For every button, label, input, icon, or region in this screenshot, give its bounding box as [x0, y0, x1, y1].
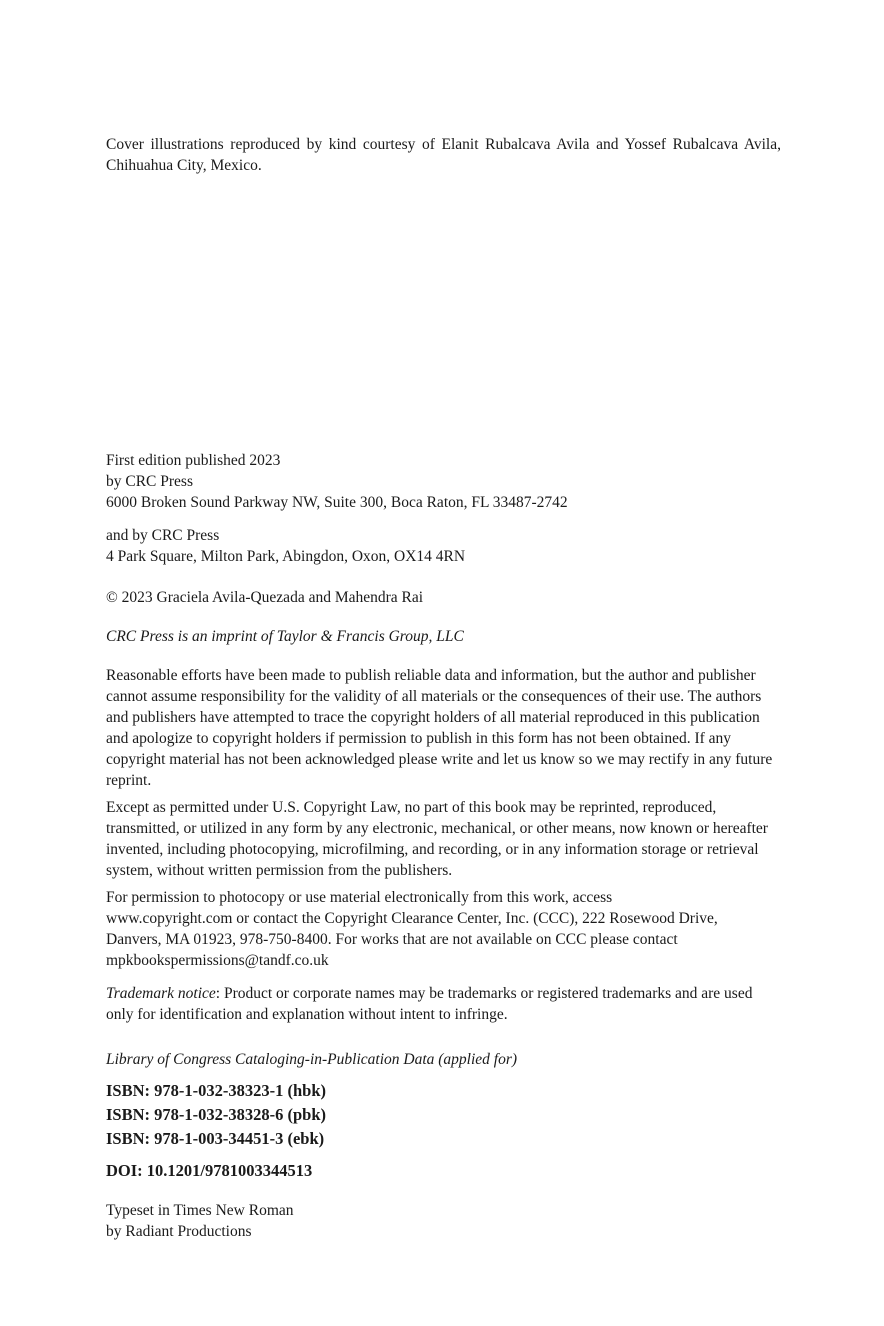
- trademark-notice: [106, 983, 781, 1025]
- permission-notice: [106, 887, 781, 971]
- publisher-address-1: 6000 Broken Sound Parkway NW, Suite 300, Boca Raton, FL 33487-2742: [106, 494, 568, 511]
- except-permitted-notice: Except as permitted under U.S. Copyright Law, no part of this book may be reprinted, reproduced, transmitted, or utilized in any form by any electronic, mechanical, or other means, now known or hereafter invented, including photocopying, microfilming, and recording, or in any information storage or retrieval system, without written permission from the publishers.: [106, 799, 768, 879]
- typeset-info: [106, 1200, 781, 1242]
- doi-line: DOI: 10.1201/9781003344513: [106, 1161, 313, 1180]
- publisher-line-1: by CRC Press: [106, 473, 193, 490]
- imprint-line: CRC Press is an imprint of Taylor & Francis Group, LLC: [106, 628, 464, 645]
- typeset-line-2: by Radiant Productions: [106, 1223, 252, 1240]
- isbn-ebk: ISBN: 978-1-003-34451-3 (ebk): [106, 1129, 325, 1148]
- isbn-list: [106, 1079, 781, 1151]
- cip-line: Library of Congress Cataloging-in-Publication Data (applied for): [106, 1051, 518, 1068]
- permission-line: For permission to photocopy or use material electronically from this work, access: [106, 889, 613, 906]
- cover-credit: Cover illustrations reproduced by kind courtesy of Elanit Rubalcava Avila and Yossef Rubalcava Avila, Chihuahua City, Mexico.: [106, 136, 781, 174]
- permission-line: www.copyright.com or contact the Copyright Clearance Center, Inc. (CCC), 222 Rosewood Drive,: [106, 910, 718, 927]
- permission-line: Danvers, MA 01923, 978-750-8400. For works that are not available on CCC please contact: [106, 931, 678, 948]
- reasonable-efforts-notice: Reasonable efforts have been made to publish reliable data and information, but the author and publisher cannot assume responsibility for the validity of all materials or the consequences of their use. The authors and publishers have attempted to trace the copyright holders of all material reproduced in this publication and apologize to copyright holders if permission to publish in this form has not been obtained. If any copyright material has not been acknowledged please write and let us know so we may rectify in any future reprint.: [106, 667, 773, 789]
- publisher-line-2: and by CRC Press: [106, 527, 220, 544]
- typeset-line-1: Typeset in Times New Roman: [106, 1202, 294, 1219]
- copyright-line: © 2023 Graciela Avila-Quezada and Mahendra Rai: [106, 589, 424, 606]
- trademark-text: : Product or corporate names may be trademarks or registered trademarks and are used only for identification and explanation without intent to infringe.: [106, 985, 753, 1023]
- permissions-email: mpkbookspermissions@tandf.co.uk: [106, 952, 329, 969]
- trademark-label: Trademark notice: [106, 985, 216, 1002]
- isbn-hbk: ISBN: 978-1-032-38323-1 (hbk): [106, 1081, 327, 1100]
- publisher-address-2: 4 Park Square, Milton Park, Abingdon, Oxon, OX14 4RN: [106, 548, 466, 565]
- edition-line: First edition published 2023: [106, 452, 281, 469]
- isbn-pbk: ISBN: 978-1-032-38328-6 (pbk): [106, 1105, 327, 1124]
- publication-info: [106, 450, 781, 513]
- publication-info-2: [106, 525, 781, 567]
